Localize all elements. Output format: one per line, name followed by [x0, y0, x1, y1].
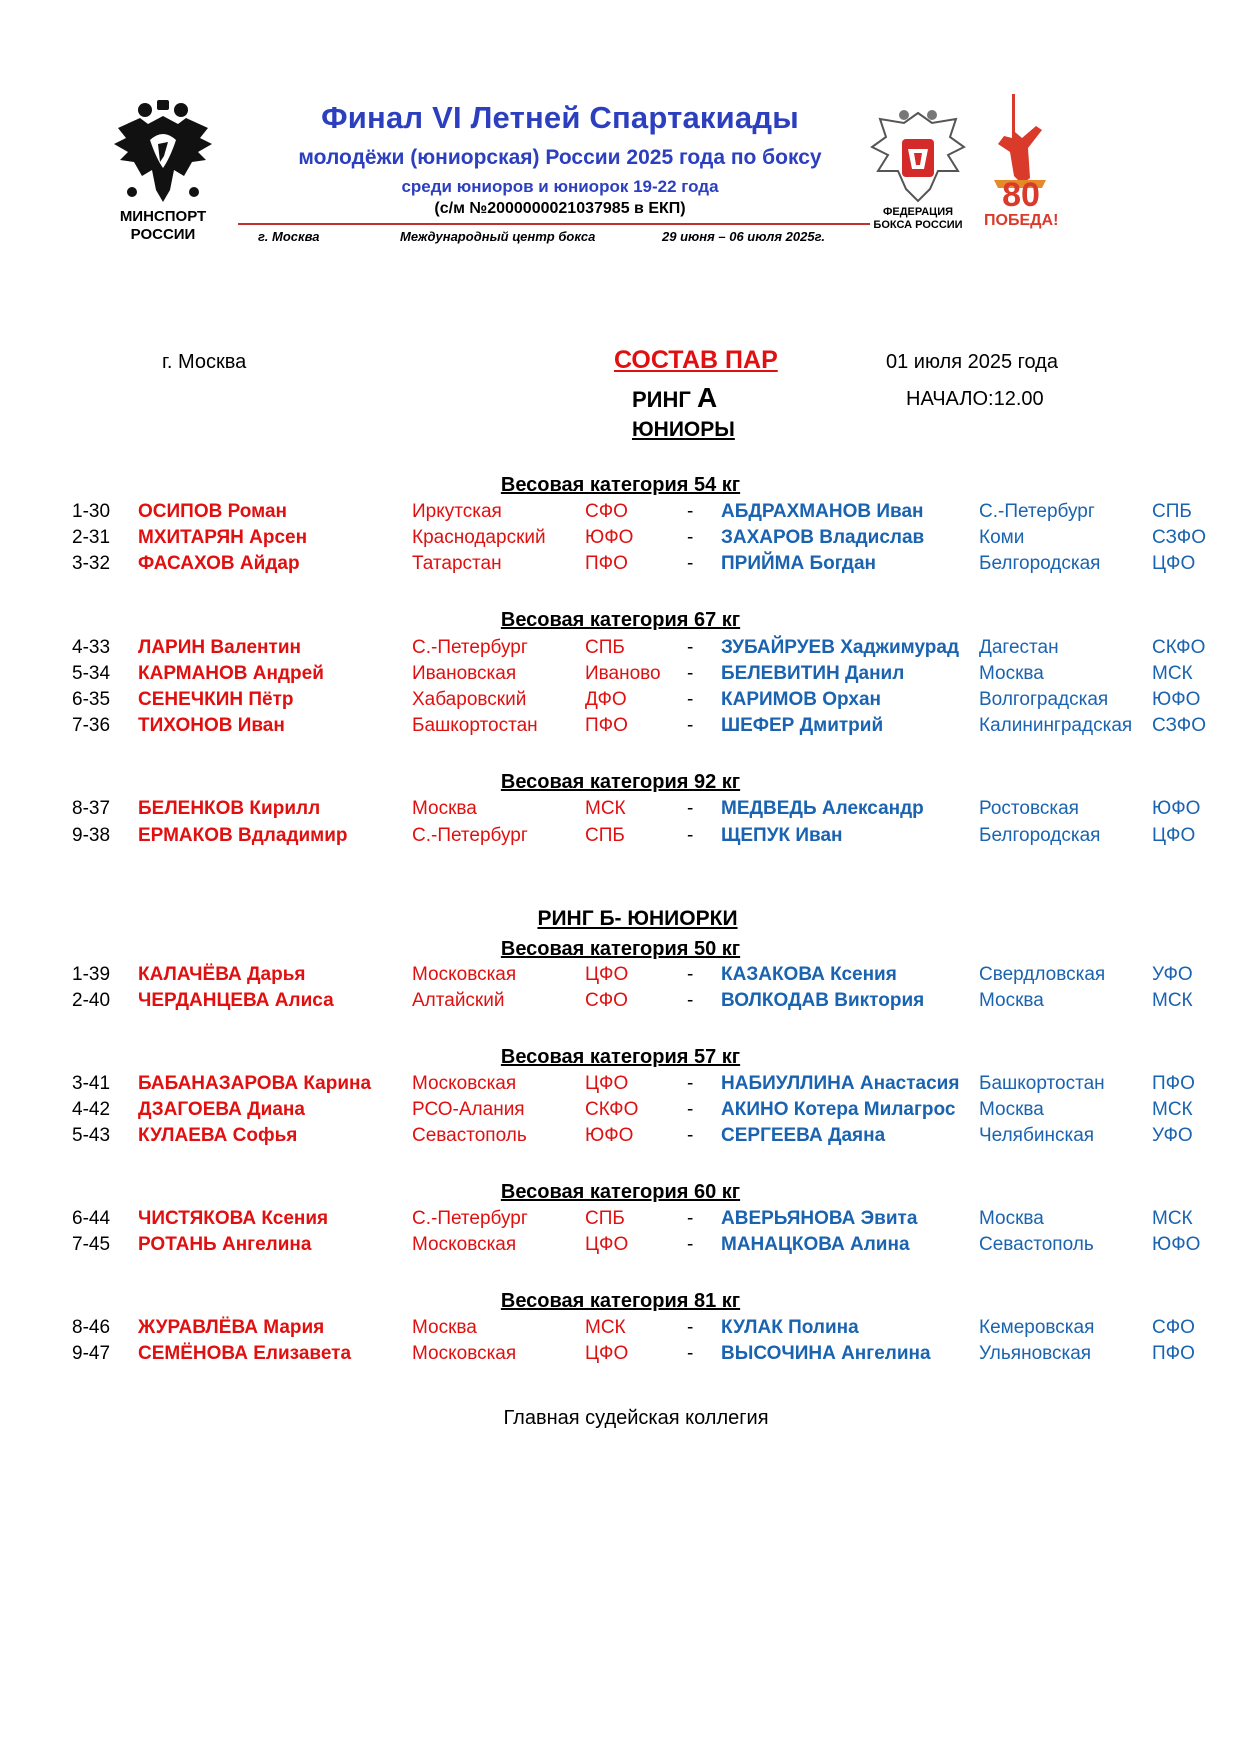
- header-dates: 29 июня – 06 июля 2025г.: [662, 229, 825, 244]
- red-corner-district: ЮФО: [585, 527, 634, 548]
- red-corner-district: ПФО: [585, 715, 628, 736]
- red-corner-region: Иркутская: [412, 501, 502, 522]
- red-corner-region: С.-Петербург: [412, 825, 528, 846]
- versus-dash: -: [687, 825, 694, 846]
- bout-row: [0, 1232, 1241, 1258]
- red-corner-region: Севастополь: [412, 1125, 527, 1146]
- blue-corner-district: ЮФО: [1152, 1234, 1201, 1255]
- versus-dash: -: [687, 1317, 694, 1338]
- red-corner-region: Татарстан: [412, 553, 502, 574]
- versus-dash: -: [687, 663, 694, 684]
- bout-number: 9-38: [72, 825, 111, 846]
- bout-row: [0, 661, 1241, 687]
- red-corner-region: Московская: [412, 1234, 517, 1255]
- blue-corner-name: АКИНО Котера Милагрос: [721, 1099, 956, 1120]
- blue-corner-district: МСК: [1152, 1099, 1193, 1120]
- blue-corner-name: ЗАХАРОВ Владислав: [721, 527, 925, 548]
- weight-category-title: Весовая категория 54 кг: [500, 474, 741, 496]
- blue-corner-district: СЗФО: [1152, 715, 1206, 736]
- bout-number: 3-32: [72, 553, 111, 574]
- red-corner-district: ЦФО: [585, 1073, 629, 1094]
- red-corner-district: ПФО: [585, 553, 628, 574]
- blue-corner-name: НАБИУЛЛИНА Анастасия: [721, 1073, 960, 1094]
- blue-corner-name: СЕРГЕЕВА Даяна: [721, 1125, 886, 1146]
- bout-number: 8-37: [72, 798, 111, 819]
- red-corner-district: СПБ: [585, 825, 625, 846]
- blue-corner-region: Волгоградская: [979, 689, 1109, 710]
- bout-number: 1-30: [72, 501, 111, 522]
- juniors-heading: ЮНИОРЫ: [632, 418, 735, 441]
- blue-corner-region: Белгородская: [979, 553, 1101, 574]
- red-corner-district: ЦФО: [585, 1343, 629, 1364]
- minsport-label: МИНСПОРТ РОССИИ: [119, 208, 207, 243]
- blue-corner-district: СКФО: [1152, 637, 1206, 658]
- blue-corner-district: УФО: [1152, 964, 1193, 985]
- red-corner-name: КАЛАЧЁВА Дарья: [138, 964, 306, 985]
- blue-corner-district: ЦФО: [1152, 553, 1196, 574]
- weight-category-title: Весовая категория 50 кг: [500, 938, 741, 960]
- bout-row: [0, 713, 1241, 739]
- versus-dash: -: [687, 527, 694, 548]
- red-corner-district: СПБ: [585, 637, 625, 658]
- weight-category-title: Весовая категория 92 кг: [500, 771, 741, 793]
- red-corner-region: Краснодарский: [412, 527, 546, 548]
- blue-corner-district: ЮФО: [1152, 798, 1201, 819]
- victory-80-number: 80: [1002, 176, 1040, 214]
- ring-a-title: [632, 382, 717, 414]
- red-corner-district: ЮФО: [585, 1125, 634, 1146]
- blue-corner-name: ПРИЙМА Богдан: [721, 553, 877, 574]
- weight-category-title: Весовая категория 57 кг: [500, 1046, 741, 1068]
- bout-number: 6-44: [72, 1208, 111, 1229]
- red-corner-name: СЕНЕЧКИН Пётр: [138, 689, 294, 710]
- bout-row: [0, 1206, 1241, 1232]
- red-corner-name: БАБАНАЗАРОВА Карина: [138, 1073, 372, 1094]
- bout-number: 6-35: [72, 689, 111, 710]
- red-corner-region: Хабаровский: [412, 689, 527, 710]
- bout-row: [0, 1071, 1241, 1097]
- versus-dash: -: [687, 1073, 694, 1094]
- bout-number: 9-47: [72, 1343, 111, 1364]
- blue-corner-region: Ростовская: [979, 798, 1079, 819]
- red-corner-region: Башкортостан: [412, 715, 538, 736]
- red-corner-district: СФО: [585, 990, 628, 1011]
- red-corner-district: МСК: [585, 798, 626, 819]
- blue-corner-district: ПФО: [1152, 1073, 1195, 1094]
- red-corner-region: Москва: [412, 798, 477, 819]
- weight-category-title: Весовая категория 67 кг: [500, 609, 741, 631]
- blue-corner-district: СЗФО: [1152, 527, 1206, 548]
- event-subtitle: молодёжи (юниорская) России 2025 года по боксу: [298, 146, 822, 169]
- blue-corner-district: ЦФО: [1152, 825, 1196, 846]
- versus-dash: -: [687, 990, 694, 1011]
- red-corner-region: Московская: [412, 964, 517, 985]
- blue-corner-region: Москва: [979, 663, 1044, 684]
- header-divider: [238, 223, 870, 225]
- blue-corner-name: КАРИМОВ Орхан: [721, 689, 881, 710]
- blue-corner-name: ШЕФЕР Дмитрий: [721, 715, 884, 736]
- blue-corner-region: Кемеровская: [979, 1317, 1095, 1338]
- bout-number: 7-45: [72, 1234, 111, 1255]
- bout-row: [0, 635, 1241, 661]
- blue-corner-district: УФО: [1152, 1125, 1193, 1146]
- versus-dash: -: [687, 553, 694, 574]
- blue-corner-region: Челябинская: [979, 1125, 1095, 1146]
- red-corner-name: МХИТАРЯН Арсен: [138, 527, 308, 548]
- bout-number: 7-36: [72, 715, 111, 736]
- ring-a-letter: А: [696, 382, 718, 413]
- versus-dash: -: [687, 689, 694, 710]
- bout-row: [0, 988, 1241, 1014]
- blue-corner-name: МЕДВЕДЬ Александр: [721, 798, 924, 819]
- blue-corner-region: Ульяновская: [979, 1343, 1092, 1364]
- blue-corner-name: ЗУБАЙРУЕВ Хаджимурад: [721, 637, 960, 658]
- red-corner-name: ДЗАГОЕВА Диана: [138, 1099, 305, 1120]
- red-corner-region: РСО-Алания: [412, 1099, 525, 1120]
- blue-corner-district: МСК: [1152, 990, 1193, 1011]
- bout-row: [0, 796, 1241, 822]
- blue-corner-name: АБДРАХМАНОВ Иван: [721, 501, 924, 522]
- bout-number: 2-40: [72, 990, 111, 1011]
- red-corner-name: ЖУРАВЛЁВА Мария: [138, 1317, 325, 1338]
- bout-number: 5-43: [72, 1125, 111, 1146]
- bout-row: [0, 1097, 1241, 1123]
- weight-category-title: Весовая категория 81 кг: [500, 1290, 741, 1312]
- event-age-groups: среди юниоров и юниорок 19-22 года: [401, 177, 719, 196]
- blue-corner-district: СФО: [1152, 1317, 1195, 1338]
- doc-city: г. Москва: [162, 351, 247, 373]
- red-corner-name: РОТАНЬ Ангелина: [138, 1234, 312, 1255]
- red-corner-region: Алтайский: [412, 990, 505, 1011]
- start-time: НАЧАЛО:12.00: [906, 388, 1044, 410]
- blue-corner-name: КУЛАК Полина: [721, 1317, 859, 1338]
- red-corner-district: ДФО: [585, 689, 627, 710]
- red-corner-region: Московская: [412, 1343, 517, 1364]
- blue-corner-region: Дагестан: [979, 637, 1059, 658]
- blue-corner-district: МСК: [1152, 1208, 1193, 1229]
- bout-row: [0, 823, 1241, 849]
- versus-dash: -: [687, 637, 694, 658]
- boxing-federation-emblem-icon: [868, 105, 968, 205]
- blue-corner-name: АВЕРЬЯНОВА Эвита: [721, 1208, 918, 1229]
- red-corner-region: С.-Петербург: [412, 1208, 528, 1229]
- red-corner-name: СЕМЁНОВА Елизавета: [138, 1343, 352, 1364]
- minsport-emblem-icon: [108, 98, 218, 206]
- red-corner-district: ЦФО: [585, 1234, 629, 1255]
- red-corner-name: КАРМАНОВ Андрей: [138, 663, 324, 684]
- victory-80-text: ПОБЕДА!: [984, 212, 1059, 229]
- bout-row: [0, 1341, 1241, 1367]
- versus-dash: -: [687, 798, 694, 819]
- versus-dash: -: [687, 1208, 694, 1229]
- bout-number: 2-31: [72, 527, 111, 548]
- blue-corner-name: ВЫСОЧИНА Ангелина: [721, 1343, 931, 1364]
- bout-number: 1-39: [72, 964, 111, 985]
- red-corner-name: ФАСАХОВ Айдар: [138, 553, 300, 574]
- blue-corner-district: ЮФО: [1152, 689, 1201, 710]
- bout-row: [0, 525, 1241, 551]
- blue-corner-district: СПБ: [1152, 501, 1192, 522]
- blue-corner-name: ВОЛКОДАВ Виктория: [721, 990, 925, 1011]
- red-corner-district: МСК: [585, 1317, 626, 1338]
- blue-corner-name: КАЗАКОВА Ксения: [721, 964, 897, 985]
- event-title: Финал VI Летней Спартакиады: [321, 100, 799, 135]
- judges-panel-footer: Главная судейская коллегия: [503, 1407, 769, 1429]
- bout-number: 3-41: [72, 1073, 111, 1094]
- versus-dash: -: [687, 964, 694, 985]
- versus-dash: -: [687, 1234, 694, 1255]
- page-title: СОСТАВ ПАР: [614, 346, 778, 374]
- red-corner-district: Иваново: [585, 663, 661, 684]
- doc-date: 01 июля 2025 года: [886, 351, 1058, 373]
- bout-number: 5-34: [72, 663, 111, 684]
- ring-b-heading: РИНГ Б- ЮНИОРКИ: [537, 907, 738, 930]
- event-ekp-number: (с/м №2000000021037985 в ЕКП): [434, 200, 686, 217]
- blue-corner-region: Москва: [979, 1099, 1044, 1120]
- bout-row: [0, 1315, 1241, 1341]
- red-corner-region: С.-Петербург: [412, 637, 528, 658]
- bout-row: [0, 1123, 1241, 1149]
- red-corner-name: ОСИПОВ Роман: [138, 501, 287, 522]
- red-corner-name: ЧИСТЯКОВА Ксения: [138, 1208, 329, 1229]
- blue-corner-district: ПФО: [1152, 1343, 1195, 1364]
- blue-corner-region: Башкортостан: [979, 1073, 1105, 1094]
- blue-corner-region: Москва: [979, 990, 1044, 1011]
- header-city: г. Москва: [258, 229, 320, 244]
- header-venue: Международный центр бокса: [400, 229, 596, 244]
- red-corner-district: СКФО: [585, 1099, 639, 1120]
- blue-corner-region: С.-Петербург: [979, 501, 1095, 522]
- weight-category-title: Весовая категория 60 кг: [500, 1181, 741, 1203]
- federation-label: ФЕДЕРАЦИЯ БОКСА РОССИИ: [873, 206, 963, 231]
- blue-corner-name: ЩЕПУК Иван: [721, 825, 843, 846]
- red-corner-name: ЕРМАКОВ Вдладимир: [138, 825, 348, 846]
- blue-corner-region: Калининградская: [979, 715, 1133, 736]
- red-corner-name: ТИХОНОВ Иван: [138, 715, 285, 736]
- versus-dash: -: [687, 715, 694, 736]
- bout-row: [0, 551, 1241, 577]
- red-corner-district: ЦФО: [585, 964, 629, 985]
- red-corner-region: Московская: [412, 1073, 517, 1094]
- blue-corner-name: МАНАЦКОВА Алина: [721, 1234, 910, 1255]
- versus-dash: -: [687, 1343, 694, 1364]
- red-corner-region: Ивановская: [412, 663, 517, 684]
- blue-corner-region: Белгородская: [979, 825, 1101, 846]
- bout-row: [0, 499, 1241, 525]
- red-corner-name: БЕЛЕНКОВ Кирилл: [138, 798, 321, 819]
- bout-number: 4-33: [72, 637, 111, 658]
- bout-number: 8-46: [72, 1317, 111, 1338]
- red-corner-name: ЛАРИН Валентин: [138, 637, 301, 658]
- red-corner-name: КУЛАЕВА Софья: [138, 1125, 298, 1146]
- bout-row: [0, 687, 1241, 713]
- red-corner-name: ЧЕРДАНЦЕВА Алиса: [138, 990, 334, 1011]
- red-corner-region: Москва: [412, 1317, 477, 1338]
- bout-row: [0, 962, 1241, 988]
- blue-corner-district: МСК: [1152, 663, 1193, 684]
- versus-dash: -: [687, 1099, 694, 1120]
- ring-a-prefix: РИНГ: [632, 387, 691, 412]
- versus-dash: -: [687, 1125, 694, 1146]
- red-corner-district: СПБ: [585, 1208, 625, 1229]
- blue-corner-region: Свердловская: [979, 964, 1106, 985]
- blue-corner-region: Севастополь: [979, 1234, 1094, 1255]
- blue-corner-region: Москва: [979, 1208, 1044, 1229]
- red-corner-district: СФО: [585, 501, 628, 522]
- bout-number: 4-42: [72, 1099, 111, 1120]
- blue-corner-region: Коми: [979, 527, 1025, 548]
- blue-corner-name: БЕЛЕВИТИН Данил: [721, 663, 905, 684]
- versus-dash: -: [687, 501, 694, 522]
